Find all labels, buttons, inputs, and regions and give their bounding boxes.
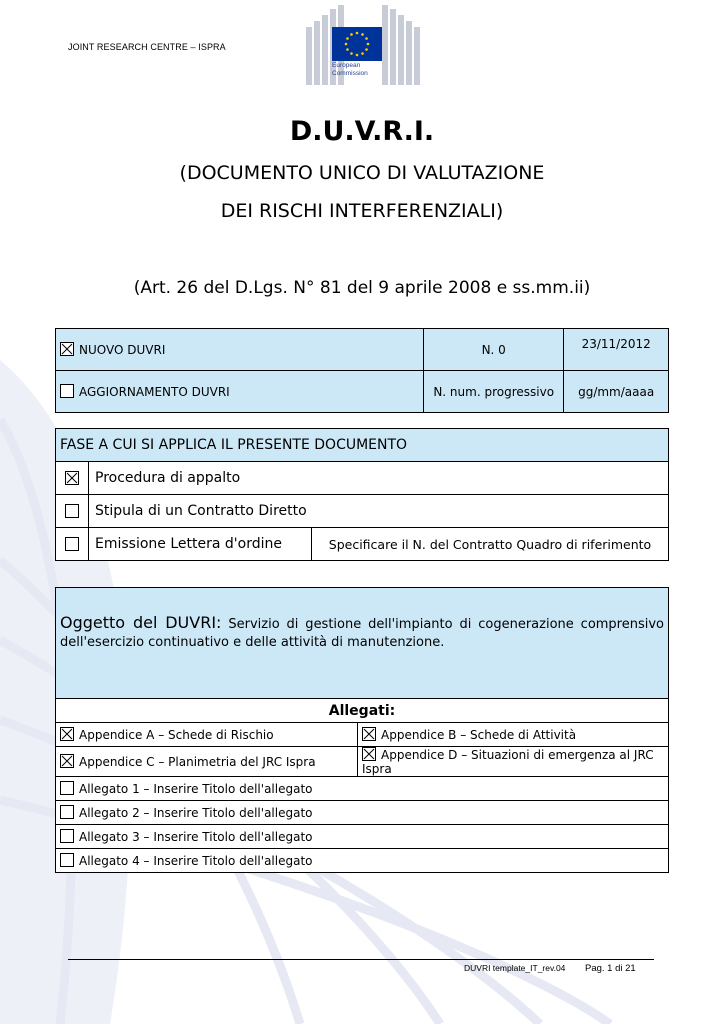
- attachments-heading: Allegati:: [56, 699, 669, 723]
- checkmark-x-icon: [363, 728, 375, 740]
- attachment-item: [56, 777, 669, 801]
- contract-reference-field[interactable]: Specificare il N. del Contratto Quadro di riferimento: [312, 528, 669, 561]
- attachment-label: Allegato 4 – Inserire Titolo dell'allegato: [79, 854, 313, 868]
- attachment-label: Allegato 1 – Inserire Titolo dell'allegato: [79, 782, 313, 796]
- eu-star-icon: [356, 54, 359, 57]
- phase-table: [55, 428, 669, 561]
- footer-revision: DUVRI template_IT_rev.04: [464, 963, 566, 973]
- phase-row: [56, 462, 669, 495]
- status-update-date: gg/mm/aaaa: [564, 371, 669, 413]
- checkbox-allegato-2[interactable]: [60, 805, 74, 819]
- attachment-label: Appendice C – Planimetria del JRC Ispra: [79, 755, 316, 769]
- phase-heading: FASE A CUI SI APPLICA IL PRESENTE DOCUMENTO: [56, 429, 669, 462]
- eu-star-icon: [350, 33, 353, 36]
- attachment-item: [56, 747, 358, 777]
- checkbox-appendice-c[interactable]: [60, 754, 74, 768]
- attachment-row: [56, 849, 669, 873]
- status-update-label: AGGIORNAMENTO DUVRI: [79, 385, 230, 399]
- checkbox-appendice-d[interactable]: [362, 747, 376, 761]
- checkmark-x-icon: [363, 748, 375, 760]
- phase-heading-row: [56, 429, 669, 462]
- eu-star-icon: [346, 37, 349, 40]
- attachment-item: [358, 723, 669, 747]
- object-label: Oggetto del DUVRI:: [60, 613, 222, 632]
- object-row: [56, 588, 669, 701]
- status-new-date: 23/11/2012: [564, 329, 669, 371]
- attachments-heading-row: [56, 699, 669, 723]
- phase-checkbox-cell: [56, 462, 89, 495]
- logo-wordmark: [332, 62, 368, 78]
- footer-page-number: Pag. 1 di 21: [585, 963, 636, 974]
- checkbox-appendice-a[interactable]: [60, 727, 74, 741]
- checkmark-x-icon: [66, 472, 78, 484]
- attachment-label: Appendice B – Schede di Attività: [381, 728, 577, 742]
- attachment-row: [56, 825, 669, 849]
- phase-checkbox-cell: [56, 495, 89, 528]
- attachments-table: [55, 698, 669, 873]
- eu-star-icon: [356, 32, 359, 35]
- eu-star-icon: [365, 48, 368, 51]
- status-update-cell: [56, 371, 424, 413]
- status-new-label: NUOVO DUVRI: [79, 343, 166, 357]
- status-row-update: [56, 371, 669, 413]
- attachment-item: [56, 849, 669, 873]
- attachment-row: [56, 801, 669, 825]
- duvri-status-table: [55, 328, 669, 413]
- eu-star-icon: [361, 52, 364, 55]
- checkmark-x-icon: [61, 343, 73, 355]
- eu-star-icon: [365, 37, 368, 40]
- attachment-label: Allegato 3 – Inserire Titolo dell'allegato: [79, 830, 313, 844]
- status-new-cell: [56, 329, 424, 371]
- checkbox-contratto-diretto[interactable]: [65, 504, 79, 518]
- logo-text-line2: Commission: [332, 70, 368, 77]
- phase-row: [56, 528, 669, 561]
- attachment-item: [358, 747, 669, 777]
- attachment-item: [56, 825, 669, 849]
- document-subtitle-line1: (DOCUMENTO UNICO DI VALUTAZIONE: [179, 162, 545, 184]
- checkbox-appendice-b[interactable]: [362, 727, 376, 741]
- object-table: [55, 587, 669, 701]
- checkbox-procedura-appalto[interactable]: [65, 471, 79, 485]
- checkmark-x-icon: [61, 755, 73, 767]
- footer-divider: [68, 959, 654, 960]
- document-title: D.U.V.R.I.: [289, 116, 435, 147]
- status-update-number: N. num. progressivo: [424, 371, 564, 413]
- checkmark-x-icon: [61, 728, 73, 740]
- attachment-row: [56, 747, 669, 777]
- document-subtitle-line2: DEI RISCHI INTERFERENZIALI): [220, 200, 504, 222]
- attachment-item: [56, 723, 358, 747]
- checkbox-allegato-3[interactable]: [60, 829, 74, 843]
- eu-star-icon: [350, 52, 353, 55]
- object-cell: [56, 588, 669, 701]
- checkbox-allegato-1[interactable]: [60, 781, 74, 795]
- checkbox-allegato-4[interactable]: [60, 853, 74, 867]
- eu-star-icon: [346, 48, 349, 51]
- status-row-new: [56, 329, 669, 371]
- attachment-item: [56, 801, 669, 825]
- attachment-row: [56, 723, 669, 747]
- attachment-label: Appendice A – Schede di Rischio: [79, 728, 274, 742]
- attachment-label: Appendice D – Situazioni di emergenza al JRC Ispra: [362, 748, 654, 776]
- attachment-row: [56, 777, 669, 801]
- eu-star-icon: [345, 43, 348, 46]
- object-text: Servizio di gestione dell'impianto di cogenerazione comprensivo dell'esercizio continuativo e delle attività di manutenzione.: [60, 617, 665, 650]
- status-new-number: N. 0: [424, 329, 564, 371]
- eu-star-icon: [367, 43, 370, 46]
- phase-row: [56, 495, 669, 528]
- phase-label: Stipula di un Contratto Diretto: [89, 495, 669, 528]
- phase-label: Procedura di appalto: [89, 462, 669, 495]
- checkbox-lettera-ordine[interactable]: [65, 537, 79, 551]
- phase-checkbox-cell: [56, 528, 89, 561]
- law-reference: (Art. 26 del D.Lgs. N° 81 del 9 aprile 2008 e ss.mm.ii): [133, 278, 591, 298]
- phase-label: Emissione Lettera d'ordine: [89, 528, 312, 561]
- checkbox-update-duvri[interactable]: [60, 384, 74, 398]
- organization-header: JOINT RESEARCH CENTRE – ISPRA: [68, 42, 226, 52]
- eu-star-icon: [361, 33, 364, 36]
- checkbox-new-duvri[interactable]: [60, 342, 74, 356]
- logo-text-line1: European: [332, 62, 361, 69]
- attachment-label: Allegato 2 – Inserire Titolo dell'allegato: [79, 806, 313, 820]
